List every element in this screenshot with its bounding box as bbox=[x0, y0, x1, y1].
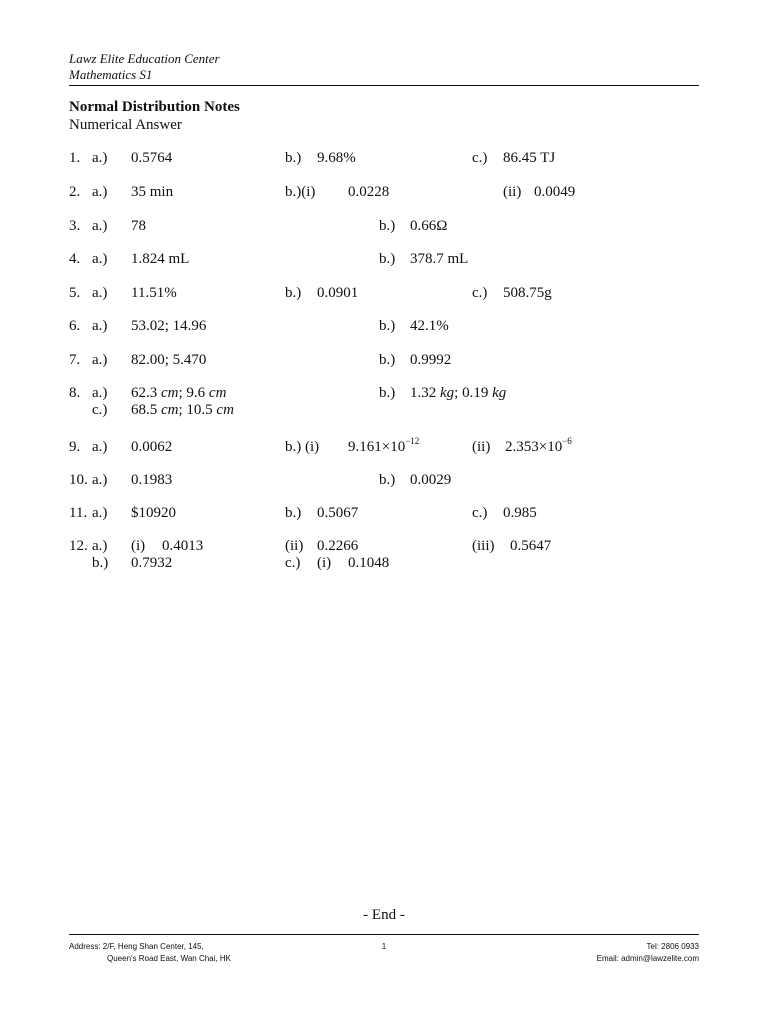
part-label: a.) bbox=[92, 439, 108, 455]
page-subtitle: Numerical Answer bbox=[69, 117, 182, 133]
answer-row-2 bbox=[69, 184, 709, 204]
answer-value: 0.2266 bbox=[317, 538, 359, 554]
part-label: c.) bbox=[285, 555, 301, 571]
question-number: 11. bbox=[69, 505, 88, 521]
answer-value: 1.824 mL bbox=[131, 251, 190, 267]
answer-value: 11.51% bbox=[131, 285, 177, 301]
answer-row-11 bbox=[69, 505, 709, 525]
part-label: b.) bbox=[285, 285, 302, 301]
footer-tel: Tel: 2806 0933 bbox=[646, 942, 699, 951]
sub-part-label: (i) bbox=[317, 555, 332, 571]
answer-value: 9.68% bbox=[317, 150, 356, 166]
answer-value: 62.3 cm; 9.6 cm bbox=[131, 385, 227, 401]
page-title: Normal Distribution Notes bbox=[69, 99, 240, 115]
question-number: 10. bbox=[69, 472, 88, 488]
part-label: a.) bbox=[92, 150, 108, 166]
part-label: b.) bbox=[379, 472, 396, 488]
question-number: 2. bbox=[69, 184, 81, 200]
question-number: 1. bbox=[69, 150, 81, 166]
address-line-1: Address: 2/F, Heng Shan Center, 145, bbox=[69, 942, 204, 951]
question-number: 12. bbox=[69, 538, 88, 554]
answer-value: 0.4013 bbox=[162, 538, 204, 554]
part-label: c.) bbox=[472, 285, 488, 301]
part-label: b.) bbox=[379, 385, 396, 401]
question-number: 8. bbox=[69, 385, 81, 401]
answer-value: 0.0228 bbox=[348, 184, 390, 200]
answer-value: $9.161\times 10^{-12}$ bbox=[348, 436, 420, 455]
answer-row-8-cont bbox=[69, 402, 709, 422]
sub-part-label: (ii) bbox=[285, 538, 304, 554]
answer-row-4 bbox=[69, 251, 709, 271]
question-number: 5. bbox=[69, 285, 81, 301]
answer-value: $2.353\times 10^{-6}$ bbox=[505, 436, 572, 455]
answer-row-1 bbox=[69, 150, 709, 170]
answer-row-7 bbox=[69, 352, 709, 372]
end-marker: - End - bbox=[363, 907, 405, 923]
answer-value: 0.66Ω bbox=[410, 218, 448, 234]
answer-row-6 bbox=[69, 318, 709, 338]
answer-value: 86.45 TJ bbox=[503, 150, 556, 166]
part-label: c.) bbox=[472, 150, 488, 166]
header-rule bbox=[69, 85, 699, 86]
answer-value: 0.5067 bbox=[317, 505, 359, 521]
answer-value: 0.1048 bbox=[348, 555, 390, 571]
part-label: b.) bbox=[285, 505, 302, 521]
part-label: a.) bbox=[92, 472, 108, 488]
answer-value: 0.0901 bbox=[317, 285, 359, 301]
question-number: 4. bbox=[69, 251, 81, 267]
sub-part-label: (i) bbox=[131, 538, 146, 554]
answer-value: 42.1% bbox=[410, 318, 449, 334]
part-label: b.) bbox=[379, 352, 396, 368]
part-label: a.) bbox=[92, 385, 108, 401]
document-header bbox=[69, 51, 220, 83]
answer-value: 0.5764 bbox=[131, 150, 173, 166]
answer-value: 508.75g bbox=[503, 285, 552, 301]
part-label: b.) bbox=[92, 555, 109, 571]
answer-value: 0.985 bbox=[503, 505, 537, 521]
answer-value: 68.5 cm; 10.5 cm bbox=[131, 402, 234, 418]
answer-value: 78 bbox=[131, 218, 146, 234]
part-label: b.) bbox=[285, 150, 302, 166]
part-label: a.) bbox=[92, 184, 108, 200]
footer-contact bbox=[597, 941, 699, 965]
answer-row-5 bbox=[69, 285, 709, 305]
part-label: (ii) bbox=[472, 439, 491, 455]
answer-value: 82.00; 5.470 bbox=[131, 352, 207, 368]
footer-email: Email: admin@lawzelite.com bbox=[596, 954, 699, 963]
answer-row-12-cont bbox=[69, 555, 709, 575]
answer-value: 0.1983 bbox=[131, 472, 173, 488]
part-label: (ii) bbox=[503, 184, 522, 200]
answer-value: 0.0062 bbox=[131, 439, 173, 455]
part-label: c.) bbox=[92, 402, 108, 418]
part-label: c.) bbox=[472, 505, 488, 521]
sub-part-label: (iii) bbox=[472, 538, 495, 554]
answer-row-10 bbox=[69, 472, 709, 492]
answer-value: 0.0029 bbox=[410, 472, 452, 488]
answer-row-3 bbox=[69, 218, 709, 238]
part-label: a.) bbox=[92, 218, 108, 234]
page-number: 1 bbox=[381, 942, 387, 951]
question-number: 7. bbox=[69, 352, 81, 368]
answer-value: 35 min bbox=[131, 184, 174, 200]
part-label: b.) bbox=[379, 251, 396, 267]
answer-value: 0.7932 bbox=[131, 555, 173, 571]
answer-value: 378.7 mL bbox=[410, 251, 469, 267]
address-line-2: Queen's Road East, Wan Chai, HK bbox=[107, 954, 231, 963]
answer-value: 53.02; 14.96 bbox=[131, 318, 207, 334]
part-label: a.) bbox=[92, 251, 108, 267]
answer-value: 0.0049 bbox=[534, 184, 576, 200]
part-label: b.) bbox=[379, 218, 396, 234]
footer-rule bbox=[69, 934, 699, 935]
part-label: a.) bbox=[92, 505, 108, 521]
part-label: a.) bbox=[92, 538, 108, 554]
answer-row-9 bbox=[69, 436, 709, 459]
answer-value: 1.32 kg; 0.19 kg bbox=[410, 385, 507, 401]
course-name: Mathematics S1 bbox=[69, 67, 153, 82]
part-label: b.) (i) bbox=[285, 439, 320, 455]
part-label: b.)(i) bbox=[285, 184, 316, 200]
part-label: a.) bbox=[92, 285, 108, 301]
question-number: 9. bbox=[69, 439, 81, 455]
answer-value: $10920 bbox=[131, 505, 176, 521]
answer-value: 0.5647 bbox=[510, 538, 552, 554]
answer-value: 0.9992 bbox=[410, 352, 452, 368]
part-label: a.) bbox=[92, 318, 108, 334]
center-name: Lawz Elite Education Center bbox=[69, 51, 220, 66]
part-label: b.) bbox=[379, 318, 396, 334]
question-number: 6. bbox=[69, 318, 81, 334]
part-label: a.) bbox=[92, 352, 108, 368]
question-number: 3. bbox=[69, 218, 81, 234]
